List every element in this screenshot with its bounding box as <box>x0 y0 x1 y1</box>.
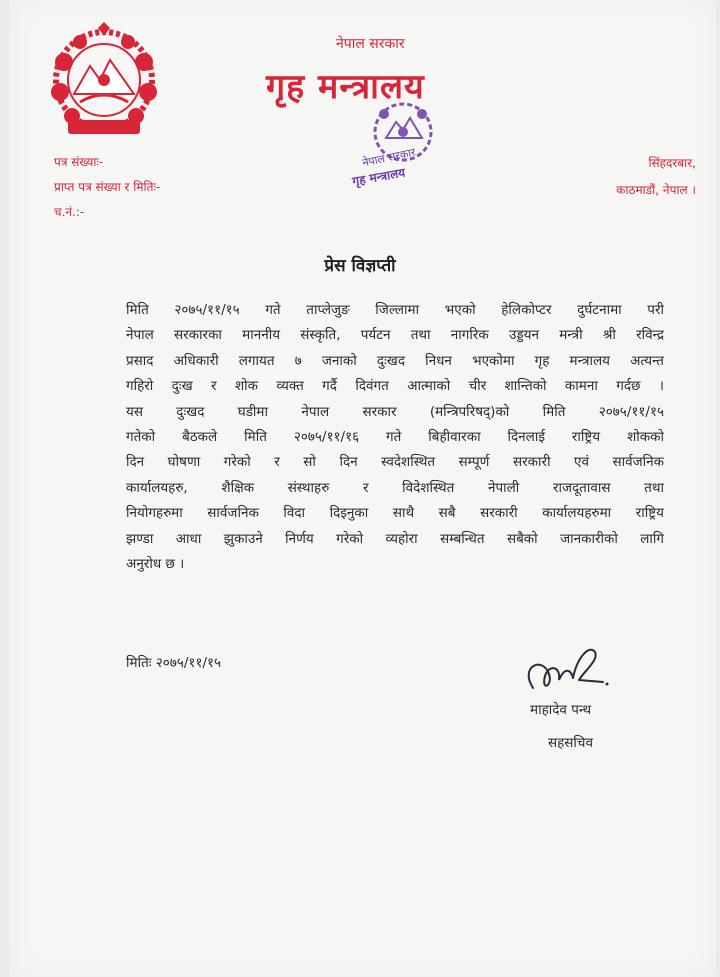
signer-name: माहादेव पन्थ <box>530 702 592 718</box>
address-line-1: सिंहदरबार, <box>648 156 696 170</box>
body-line: गतेको बैठकले मिति २०७५/११/१६ गते बिहीवारका दिनलाई राष्ट्रिय शोकको <box>126 428 664 445</box>
nepal-emblem-icon <box>40 22 168 140</box>
notice-title: प्रेस विज्ञप्ती <box>324 256 396 276</box>
notice-date: मितिः २०७५/११/१५ <box>126 655 222 671</box>
notice-body <box>126 298 664 577</box>
body-line: नियोगहरुमा सार्वजनिक विदा दिइनुका साथै सबै सरकारी कार्यालयहरुमा राष्ट्रिय <box>126 505 664 522</box>
signer-designation: सहसचिव <box>548 735 593 751</box>
received-letter-label: प्राप्त पत्र संख्या र मितिः- <box>54 180 161 194</box>
address-block <box>616 150 696 204</box>
body-line: नेपाल सरकारका माननीय संस्कृति, पर्यटन तथा नागरिक उड्डयन मन्त्री श्री रविन्द्र <box>126 327 664 344</box>
body-line: कार्यालयहरु, शैक्षिक संस्थाहरु र विदेशस्थित नेपाली राजदूतावास तथा <box>126 479 664 496</box>
government-name: नेपाल सरकार <box>336 36 405 52</box>
body-line: मिति २०७५/११/१५ गते ताप्लेजुङ जिल्लामा भएको हेलिकोप्टर दुर्घटनामा परी <box>126 302 664 318</box>
body-line: दिन घोषणा गरेको र सो दिन स्वदेशस्थित सम्पूर्ण सरकारी एवं सार्वजनिक <box>126 454 664 471</box>
body-line: प्रसाद अधिकारी लगायत ७ जनाको दुःखद निधन भएकोमा गृह मन्त्रालय अत्यन्त <box>126 352 664 369</box>
address-line-2: काठमाडौं, नेपाल । <box>616 183 696 197</box>
letter-number-label: पत्र संख्याः- <box>54 155 104 169</box>
letter-reference-block <box>54 150 160 225</box>
body-line: गहिरो दुःख र शोक व्यक्त गर्दै दिवंगत आत्माको चीर शान्तिको कामना गर्दछ । <box>126 378 664 395</box>
ministry-name: गृह मन्त्रालय <box>266 67 425 107</box>
stamp-text-bottom: गृह मन्त्रालय <box>351 165 407 189</box>
signature-icon <box>515 636 615 706</box>
dispatch-number-label: च.नं.:- <box>54 205 85 219</box>
stamp-text-top: नेपाल सरकार <box>361 145 417 170</box>
body-line: झण्डा आधा झुकाउने निर्णय गरेको व्यहोरा सम्बन्धित सबैको जानकारीको लागि <box>126 530 664 547</box>
body-line: अनुरोध छ । <box>126 555 185 572</box>
body-line: यस दुःखद घडीमा नेपाल सरकार (मन्त्रिपरिषद्)को मिति २०७५/११/१५ <box>126 403 664 420</box>
